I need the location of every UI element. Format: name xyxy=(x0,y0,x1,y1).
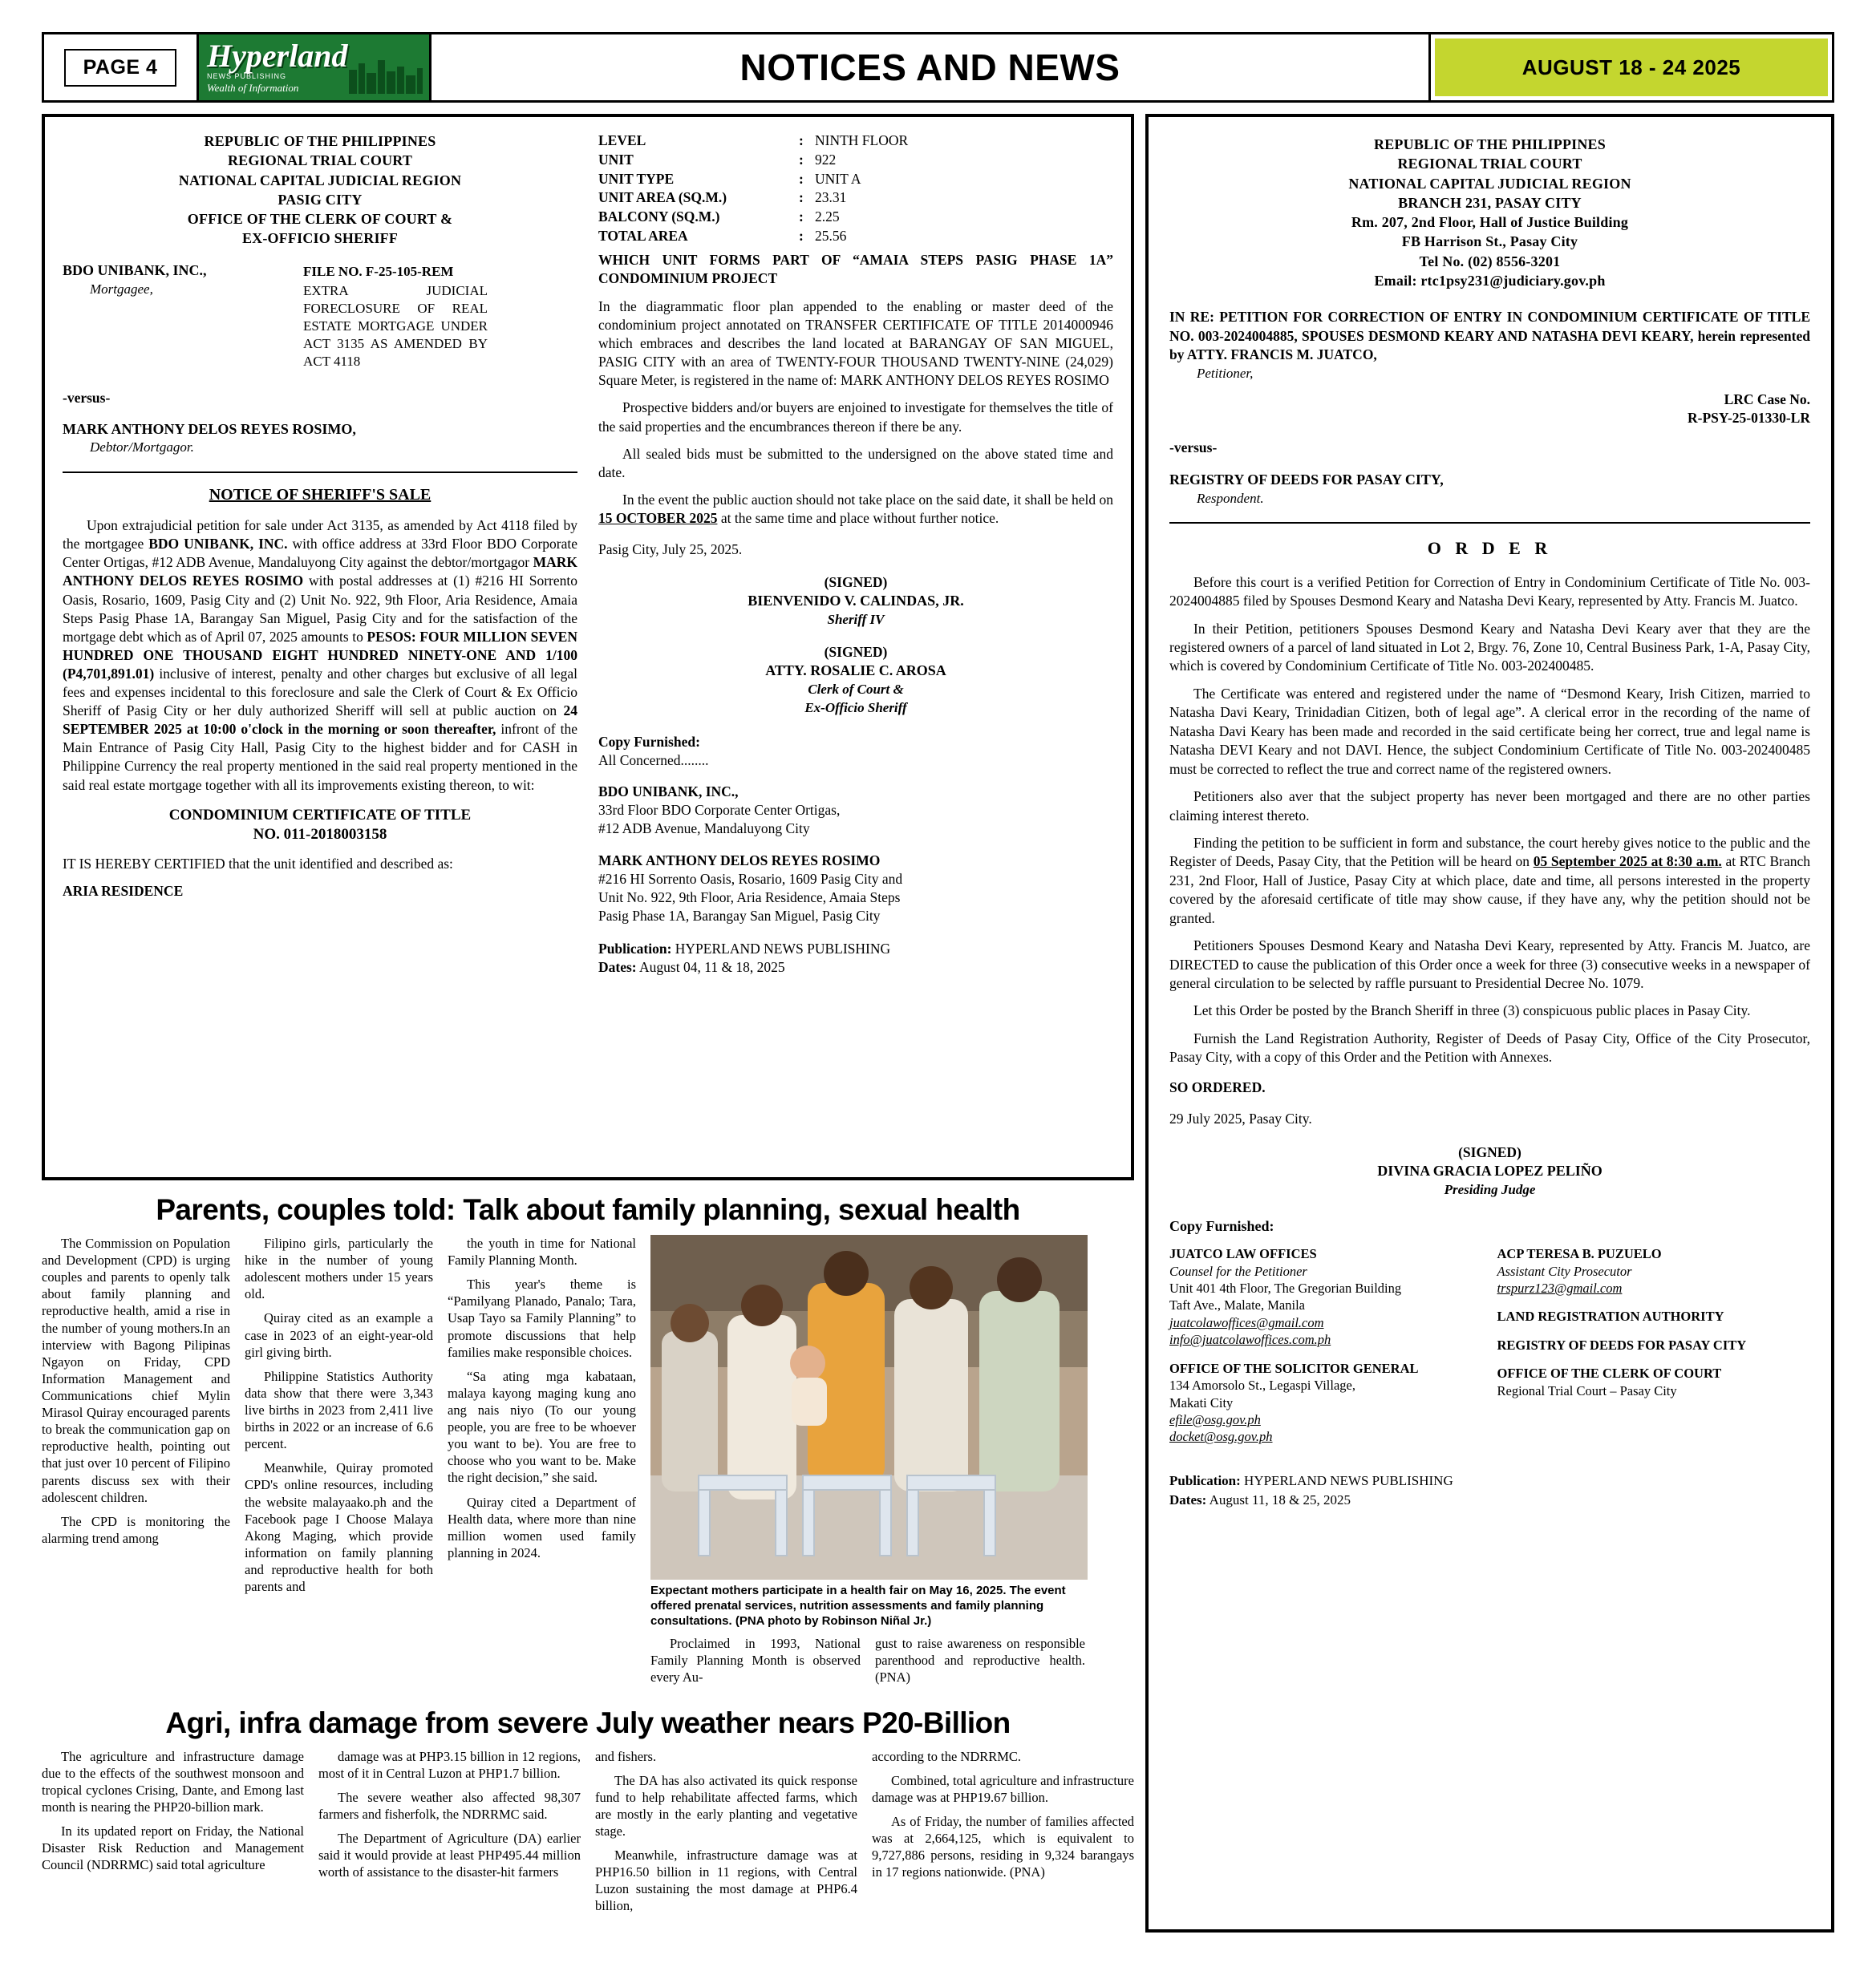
cf-name: OFFICE OF THE SOLICITOR GENERAL xyxy=(1169,1360,1419,1376)
hearing-c: at RTC Branch 231, 2nd Floor, Hall of Justice, Pasay City at which place, date and time, all persons interested in the property covered by the aforesaid certificate of title may show cause, if they have any, why the petition should not be granted. xyxy=(1169,853,1811,926)
court-header-line: EX-OFFICIO SHERIFF xyxy=(241,230,399,247)
all-concerned: All Concerned........ xyxy=(598,752,709,769)
order-paragraph: Let this Order be posted by the Branch Sheriff in three (3) conspicuous public places in Pasay City. xyxy=(1193,1002,1751,1019)
cf-bdo-name: BDO UNIBANK, INC., xyxy=(598,783,739,800)
article-column xyxy=(318,1748,581,1922)
logo-subtitle: NEWS PUBLISHING xyxy=(207,71,287,80)
p1d: MARK ANTHONY DELOS REYES ROSIMO xyxy=(63,554,577,589)
publication-label: Publication: xyxy=(1169,1472,1241,1488)
signature-judge xyxy=(1169,1143,1810,1199)
publication-value: HYPERLAND NEWS PUBLISHING xyxy=(671,940,891,957)
section-title: NOTICES AND NEWS xyxy=(432,34,1431,100)
article-column xyxy=(42,1748,304,1922)
cf-entry xyxy=(1497,1337,1811,1354)
article-paragraph: Quiray cited as an example a case in 2023 of an eight-year-old girl giving birth. xyxy=(245,1310,433,1360)
cf-address-line: Makati City xyxy=(1169,1394,1234,1410)
cf-address-line: Taft Ave., Malate, Manila xyxy=(1169,1297,1305,1313)
mortgagee-name: BDO UNIBANK, INC., xyxy=(63,261,207,278)
article-paragraph: In its updated report on Friday, the National Disaster Risk Reduction and Management Council (NDRRMC) said total agriculture xyxy=(42,1823,304,1873)
p1h: 24 SEPTEMBER 2025 at 10:00 o'clock in the morning or soon thereafter, xyxy=(63,702,577,738)
p1b: BDO UNIBANK, INC. xyxy=(148,536,288,552)
residence-name: ARIA RESIDENCE xyxy=(63,883,184,900)
cf-entry xyxy=(1169,1360,1483,1446)
order-paragraph: The Certificate was entered and registered under the name of “Desmond Keary, Irish Citizen, married to Natasha Davi Keary, Trinidadian Citizen, both of legal age”. A clerical error in the recording of the name of Natasha Davi Keary has been made and recorded in the said certificate being her correct, true and legal name is Natasha DEVI Keary and not DAVI. Hence, the subject Condominium Certificate of Title No. 003-202400485 must be corrected to reflect the true and correct name of the registered owners. xyxy=(1169,685,1810,777)
file-description: EXTRA JUDICIAL FORECLOSURE OF REAL ESTATE MORTGAGE UNDER ACT 3135 AS AMENDED BY ACT 4118 xyxy=(303,283,488,370)
date-range-label: AUGUST 18 - 24 2025 xyxy=(1435,38,1828,96)
detail-colon: : xyxy=(799,227,804,244)
detail-colon: : xyxy=(799,132,804,148)
detail-value: 25.56 xyxy=(815,227,847,244)
copy-furnished-left xyxy=(1169,1245,1483,1457)
cf-name: OFFICE OF THE CLERK OF COURT xyxy=(1497,1366,1722,1382)
publication-label: Publication: xyxy=(598,940,672,957)
table-row xyxy=(598,132,1113,151)
hearing-date: 05 September 2025 at 8:30 a.m. xyxy=(1533,853,1722,870)
article-paragraph: and fishers. xyxy=(595,1748,657,1764)
court-header-line: BRANCH 231, PASAY CITY xyxy=(1398,194,1582,211)
cf-name: REGISTRY OF DEEDS FOR PASAY CITY xyxy=(1497,1337,1747,1353)
table-row xyxy=(598,188,1113,208)
p5a: In the event the public auction should not take place on the said date, it shall be held on xyxy=(622,491,1113,508)
article-column xyxy=(42,1235,230,1694)
court-header xyxy=(63,132,577,249)
cf-entry xyxy=(1497,1308,1811,1325)
publication-line xyxy=(1169,1471,1810,1491)
signature-sheriff xyxy=(598,573,1113,629)
order-paragraph: Petitioners Spouses Desmond Keary and Natasha Devi Keary, represented by Atty. Francis M. Juatco, are DIRECTED to cause the publication of this Order once a week for three (3) consecutive weeks in a newspaper of general circulation to be selected by raffle pursuant to Presidential Decree No. 1079. xyxy=(1169,937,1810,992)
cf-subtitle: Assistant City Prosecutor xyxy=(1497,1263,1632,1279)
sheriff-role: Sheriff IV xyxy=(827,611,885,627)
hearing-a: Finding the petition to be sufficient in form and substance, the court hereby gives notice to the public and the Register of Deeds, Pasay City, that the Petition will be heard on xyxy=(1169,834,1810,870)
article-paragraph: Combined, total agriculture and infrastructure damage was at PHP19.67 billion. xyxy=(872,1772,1134,1805)
detail-colon: : xyxy=(799,170,804,187)
article-agri-damage xyxy=(42,1703,1134,1922)
article-column xyxy=(448,1235,636,1694)
detail-value: 922 xyxy=(815,151,837,168)
signed-label: (SIGNED) xyxy=(824,644,888,661)
court-header-line: FB Harrison St., Pasay City xyxy=(1401,233,1578,250)
cct-title xyxy=(63,806,577,845)
notice-heading: NOTICE OF SHERIFF'S SALE xyxy=(209,485,432,504)
cf-mortgagor-address-2: Unit No. 922, 9th Floor, Aria Residence, Amaia Steps xyxy=(598,888,901,905)
publication-logo xyxy=(199,34,432,100)
cf-name: ACP TERESA B. PUZUELO xyxy=(1497,1246,1662,1262)
court-order-notice xyxy=(1145,114,1834,1933)
signed-label: (SIGNED) xyxy=(824,574,888,591)
article-headline: Parents, couples told: Talk about family planning, sexual health xyxy=(156,1193,1020,1226)
date-block xyxy=(1431,34,1832,100)
cf-address-line: Regional Trial Court – Pasay City xyxy=(1497,1382,1677,1398)
article-paragraph: “Sa ating mga kabataan, malaya kayong maging kung ano ang nais niyo (To our young people, you are free to be whoever you want to be). You are free to choose who you want to be. Make the right decision,” she said. xyxy=(448,1368,636,1486)
article-paragraph: Philippine Statistics Authority data show that there were 3,343 live births in 2023 from 2,411 live births in 2022 or an increase of 6.6 percent. xyxy=(245,1368,433,1452)
project-line: WHICH UNIT FORMS PART OF “AMAIA STEPS PASIG PHASE 1A” CONDOMINIUM PROJECT xyxy=(598,251,1113,286)
cf-email[interactable]: trspurz123@gmail.com xyxy=(1497,1280,1623,1296)
court-header-line: REPUBLIC OF THE PHILIPPINES xyxy=(204,133,436,149)
versus-label: -versus- xyxy=(63,389,111,406)
unit-details-table xyxy=(598,132,1113,246)
article-photo-column xyxy=(650,1235,1088,1694)
respondent-role: Respondent. xyxy=(1197,490,1264,506)
notice-column-right xyxy=(598,132,1113,1163)
article-paragraph: The Department of Agriculture (DA) earlier said it would provide at least PHP495.44 million worth of assistance to the disaster-hit farmers xyxy=(318,1831,581,1880)
masthead xyxy=(42,32,1834,103)
article-paragraph: The Commission on Population and Development (CPD) is urging couples and parents to openly talk about family planning and reproductive health, amid a rise in the number of young mothers.In an interview with Bagong Pilipinas Ngayon on Friday, CPD Information Management and Communications chief Mylin Mirasol Quiray encouraged parents to break the communication gap on reproductive health, pointing out that just over 10 percent of Filipino parents discuss sex with their adolescent children. xyxy=(42,1236,230,1505)
copy-furnished-label: Copy Furnished: xyxy=(598,734,700,751)
order-dateline: 29 July 2025, Pasay City. xyxy=(1169,1111,1312,1127)
court-header-line: REPUBLIC OF THE PHILIPPINES xyxy=(1374,136,1606,152)
table-row xyxy=(598,151,1113,170)
clerk-role-2: Ex-Officio Sheriff xyxy=(804,699,907,715)
cf-bdo-address-1: 33rd Floor BDO Corporate Center Ortigas, xyxy=(598,802,841,819)
detail-value: NINTH FLOOR xyxy=(815,132,909,148)
notice-paragraph-3: Prospective bidders and/or buyers are enjoined to investigate for themselves the title of the said properties and the encumbrances thereon if there be any. xyxy=(598,399,1113,435)
article-paragraph: The severe weather also affected 98,307 farmers and fisherfolk, the NDRRMC said. xyxy=(318,1789,581,1822)
article-paragraph: Proclaimed in 1993, National Family Planning Month is observed every Au- xyxy=(650,1636,861,1686)
article-column xyxy=(245,1235,433,1694)
p1i: infront of the Main Entrance of Pasig City Hall, Pasig City to the highest bidder and for CASH in Philippine Currency the real property mentioned in the said real property mentioned in the said real estate mortgage together with all its improvements existing thereon, to wit: xyxy=(63,721,577,793)
photo-artwork xyxy=(650,1235,1088,1580)
cf-address-line: 134 Amorsolo St., Legaspi Village, xyxy=(1169,1378,1355,1394)
file-number-block xyxy=(303,263,488,371)
photo-caption: Expectant mothers participate in a health fair on May 16, 2025. The event offered prenatal services, nutrition assessments and family planning consultations. (PNA photo by Robinson Niñal Jr.) xyxy=(650,1584,1066,1628)
order-hearing-paragraph xyxy=(1169,834,1810,928)
detail-label: LEVEL xyxy=(598,132,646,148)
copy-furnished-right xyxy=(1497,1245,1811,1457)
notice-paragraph-4: All sealed bids must be submitted to the undersigned on the above stated time and date. xyxy=(598,445,1113,480)
p1f: PESOS: FOUR MILLION SEVEN HUNDRED ONE THOUSAND EIGHT HUNDRED NINETY-ONE AND 1/100 (P4,701,891.01) xyxy=(63,628,577,682)
signature-clerk xyxy=(598,643,1113,717)
notice-column-left xyxy=(63,132,577,1163)
cf-entry xyxy=(1497,1365,1811,1399)
p1c: with office address at 33rd Floor BDO Corporate Center Ortigas, #12 ADB Avenue, Mandaluyong City against the debtor/mortgagor xyxy=(63,536,577,571)
page-number-label: PAGE 4 xyxy=(64,49,177,87)
article-paragraph: the youth in time for National Family Planning Month. xyxy=(448,1236,636,1269)
cf-mortgagor-address-3: Pasig Phase 1A, Barangay San Miguel, Pasig City xyxy=(598,907,881,924)
versus-label: -versus- xyxy=(1169,439,1218,455)
order-paragraph: Furnish the Land Registration Authority, Register of Deeds of Pasay City, Office of the City Prosecutor, Pasay City, with a copy of this Order and the Petition with Annexes. xyxy=(1169,1030,1810,1066)
detail-label: UNIT xyxy=(598,151,634,168)
logo-name: Hyperland xyxy=(207,37,348,74)
detail-label: UNIT AREA (SQ.M.) xyxy=(598,189,727,206)
order-heading: O R D E R xyxy=(1427,538,1553,559)
cf-name: JUATCO LAW OFFICES xyxy=(1169,1246,1317,1262)
article-paragraph: The DA has also activated its quick response fund to help rehabilitate affected farms, which are mostly in the early planting and vegetative stage. xyxy=(595,1772,857,1839)
table-row xyxy=(598,170,1113,189)
cf-address-line: Unit 401 4th Floor, The Gregorian Building xyxy=(1169,1280,1402,1296)
sheriff-sale-notice xyxy=(42,114,1134,1180)
judge-role: Presiding Judge xyxy=(1444,1181,1536,1197)
article-headline: Agri, infra damage from severe July weather nears P20-Billion xyxy=(165,1706,1011,1739)
mortgagee-role: Mortgagee, xyxy=(90,281,153,297)
article-column xyxy=(595,1748,857,1922)
divider xyxy=(63,472,577,473)
detail-label: BALCONY (SQ.M.) xyxy=(598,208,720,225)
detail-colon: : xyxy=(799,189,804,206)
mortgagor-name: MARK ANTHONY DELOS REYES ROSIMO, xyxy=(63,420,356,437)
cf-entry xyxy=(1497,1245,1811,1297)
dates-label: Dates: xyxy=(1169,1491,1207,1508)
p5c: at the same time and place without further notice. xyxy=(717,509,999,526)
page-number-block xyxy=(44,34,199,100)
sheriff-name: BIENVENIDO V. CALINDAS, JR. xyxy=(748,593,964,609)
detail-label: TOTAL AREA xyxy=(598,227,688,244)
detail-value: UNIT A xyxy=(815,170,861,187)
dates-value: August 11, 18 & 25, 2025 xyxy=(1206,1491,1351,1508)
court-email: Email: rtc1psy231@judiciary.gov.ph xyxy=(1374,273,1606,289)
mortgagor-role: Debtor/Mortgagor. xyxy=(90,439,194,455)
notice-paragraph-1 xyxy=(63,516,577,794)
p1a: Upon extrajudicial petition for sale under Act 3135, as amended by Act 4118 filed by the mortgagee xyxy=(63,517,577,552)
court-header-line: REGIONAL TRIAL COURT xyxy=(227,152,413,169)
detail-colon: : xyxy=(799,208,804,225)
logo-tagline: Wealth of Information xyxy=(207,81,299,94)
in-re-text: IN RE: PETITION FOR CORRECTION OF ENTRY IN CONDOMINIUM CERTIFICATE OF TITLE NO. 003-2024004885, SPOUSES DESMOND KEARY AND NATASHA DEVI KEARY, herein represented by ATTY. FRANCIS M. JUATCO, xyxy=(1169,309,1810,363)
cf-mortgagor-address-1: #216 HI Sorrento Oasis, Rosario, 1609 Pasig City and xyxy=(598,870,903,887)
lrc-case-number: R-PSY-25-01330-LR xyxy=(1688,410,1810,427)
cf-subtitle: Counsel for the Petitioner xyxy=(1169,1263,1307,1279)
dates-value: August 04, 11 & 18, 2025 xyxy=(636,959,785,976)
cct-line-2: NO. 011-2018003158 xyxy=(253,826,387,844)
so-ordered: SO ORDERED. xyxy=(1169,1079,1266,1095)
respondent-name: REGISTRY OF DEEDS FOR PASAY CITY, xyxy=(1169,472,1444,488)
certified-text: IT IS HEREBY CERTIFIED that the unit identified and described as: xyxy=(63,855,453,872)
copy-furnished-label: Copy Furnished: xyxy=(1169,1217,1274,1234)
article-column xyxy=(872,1748,1134,1922)
article-paragraph: This year's theme is “Pamilyang Planado, Panalo; Tara, Usap Tayo sa Family Planning” to promote discussions that help families make responsible choices. xyxy=(448,1277,636,1360)
health-fair-photo xyxy=(650,1235,1088,1580)
dates-line xyxy=(598,958,1113,977)
auction-fallback-date: 15 OCTOBER 2025 xyxy=(598,509,718,526)
signed-label: (SIGNED) xyxy=(1458,1143,1521,1160)
order-paragraph: In their Petition, petitioners Spouses Desmond Keary and Natasha Devi Keary aver that they are the registered owners of a parcel of land situated in Lot 2, Brgy. 76, Zone 10, Central Business Park, 1-A, Pasay City, which is covered by Condominium Certificate of Title No. 003-202400485. xyxy=(1169,620,1810,674)
court-header xyxy=(1169,135,1810,290)
p1e: with postal addresses at (1) #216 HI Sorrento Oasis, Rosario, 1609, Pasig City and (2) Unit No. 922, 9th Floor, Aria Residence, Amaia Steps Pasig Phase 1A, Barangay San Miguel, Pasig City and for the satisfaction of the mortgage debt which as of April 07, 2025 amounts to xyxy=(63,573,577,645)
court-header-line: NATIONAL CAPITAL JUDICIAL REGION xyxy=(1348,175,1631,192)
table-row xyxy=(598,227,1113,246)
left-column xyxy=(42,114,1134,1933)
article-paragraph: The CPD is monitoring the alarming trend among xyxy=(42,1513,230,1546)
dates-line xyxy=(1169,1491,1810,1510)
order-paragraph: Before this court is a verified Petition for Correction of Entry in Condominium Certificate of Title No. 003-2024004885 filed by Spouses Desmond Keary and Natasha Devi Keary, represented by Atty. Francis M. Juatco. xyxy=(1169,573,1810,609)
publication-value: HYPERLAND NEWS PUBLISHING xyxy=(1240,1472,1453,1488)
detail-value: 23.31 xyxy=(815,189,847,206)
cf-email[interactable]: docket@osg.gov.ph xyxy=(1169,1429,1273,1445)
cct-line-1: CONDOMINIUM CERTIFICATE OF TITLE xyxy=(168,806,472,824)
detail-value: 2.25 xyxy=(815,208,840,225)
detail-label: UNIT TYPE xyxy=(598,170,675,187)
cf-email[interactable]: info@juatcolawoffices.com.ph xyxy=(1169,1332,1331,1348)
court-header-line: OFFICE OF THE CLERK OF COURT & xyxy=(187,211,453,228)
article-family-planning xyxy=(42,1190,1134,1694)
article-paragraph: gust to raise awareness on responsible parenthood and reproductive health. (PNA) xyxy=(875,1636,1085,1686)
article-paragraph: damage was at PHP3.15 billion in 12 regions, most of it in Central Luzon at PHP1.7 billion. xyxy=(318,1748,581,1781)
cf-mortgagor-name: MARK ANTHONY DELOS REYES ROSIMO xyxy=(598,852,881,868)
clerk-role-1: Clerk of Court & xyxy=(808,682,904,698)
table-row xyxy=(598,208,1113,227)
city-skyline-icon xyxy=(347,55,424,94)
article-column xyxy=(875,1635,1085,1693)
dates-label: Dates: xyxy=(598,959,637,976)
court-header-line: NATIONAL CAPITAL JUDICIAL REGION xyxy=(178,172,462,188)
divider xyxy=(1169,522,1810,524)
file-number: FILE NO. F-25-105-REM xyxy=(303,263,454,279)
cf-email[interactable]: juatcolawoffices@gmail.com xyxy=(1169,1314,1324,1330)
article-paragraph: Meanwhile, infrastructure damage was at PHP16.50 billion in 11 regions, with Central Luzon sustaining the most damage at PHP6.4 billion, xyxy=(595,1848,857,1914)
court-header-line: PASIG CITY xyxy=(278,191,363,208)
article-paragraph: As of Friday, the number of families affected was at 2,664,125, which is equivalent to 9,727,886 persons, residing in 9,324 barangays in 17 regions nationwide. (PNA) xyxy=(872,1813,1134,1880)
article-paragraph: Quiray cited a Department of Health data, where more than nine million women used family planning in 2024. xyxy=(448,1494,636,1560)
clerk-name: ATTY. ROSALIE C. AROSA xyxy=(765,662,946,679)
cf-name: LAND REGISTRATION AUTHORITY xyxy=(1497,1309,1724,1325)
publication-block xyxy=(1169,1471,1810,1510)
judge-name: DIVINA GRACIA LOPEZ PELIÑO xyxy=(1377,1162,1603,1179)
article-paragraph: according to the NDRRMC. xyxy=(872,1748,1022,1764)
petitioner-role: Petitioner, xyxy=(1197,365,1254,381)
notice-dateline: Pasig City, July 25, 2025. xyxy=(598,541,743,557)
article-paragraph: Meanwhile, Quiray promoted CPD's online resources, including the website malayaako.ph and the Facebook page I Choose Malaya Akong Maging, which provide information on family planning and reproductive health for both parents and xyxy=(245,1460,433,1595)
notice-paragraph-2: In the diagrammatic floor plan appended to the enabling or master deed of the condominium project annotated on TRANSFER CERTIFICATE OF TITLE 2014000946 which embraces and describes the land located at BARANGAY OF SAN MIGUEL, PASIG CITY with an area of TWENTY-FOUR THOUSAND TWENTY-NINE (24,029) Square Meter, is registered in the name of: MARK ANTHONY DELOS REYES ROSIMO xyxy=(598,297,1113,389)
cf-bdo-address-2: #12 ADB Avenue, Mandaluyong City xyxy=(598,820,810,837)
publication-line xyxy=(598,940,1113,958)
cf-entry xyxy=(1169,1245,1483,1349)
detail-colon: : xyxy=(799,151,804,168)
article-column xyxy=(650,1635,861,1693)
article-paragraph: Filipino girls, particularly the hike in the number of young adolescent mothers under 15 years old. xyxy=(245,1236,433,1302)
court-header-line: REGIONAL TRIAL COURT xyxy=(1397,156,1582,172)
court-header-line: Tel No. (02) 8556-3201 xyxy=(1419,253,1561,269)
notice-paragraph-5 xyxy=(598,491,1113,528)
article-paragraph: The agriculture and infrastructure damage due to the effects of the southwest monsoon and tropical cyclones Crising, Dante, and Emong last month is nearing the PHP20-billion mark. xyxy=(42,1748,304,1815)
p1g: inclusive of interest, penalty and other charges but exclusive of all legal fees and expenses incidental to this foreclosure and sale the Clerk of Court & Ex Officio Sheriff of Pasig City or her duly authorized Sheriff will sell at public auction on xyxy=(63,665,577,719)
order-paragraph: Petitioners also aver that the subject property has never been mortgaged and there are no other parties claiming interest thereto. xyxy=(1169,788,1810,824)
cf-email[interactable]: efile@osg.gov.ph xyxy=(1169,1412,1261,1427)
lrc-case-label: LRC Case No. xyxy=(1724,391,1810,408)
court-header-line: Rm. 207, 2nd Floor, Hall of Justice Building xyxy=(1351,214,1629,231)
